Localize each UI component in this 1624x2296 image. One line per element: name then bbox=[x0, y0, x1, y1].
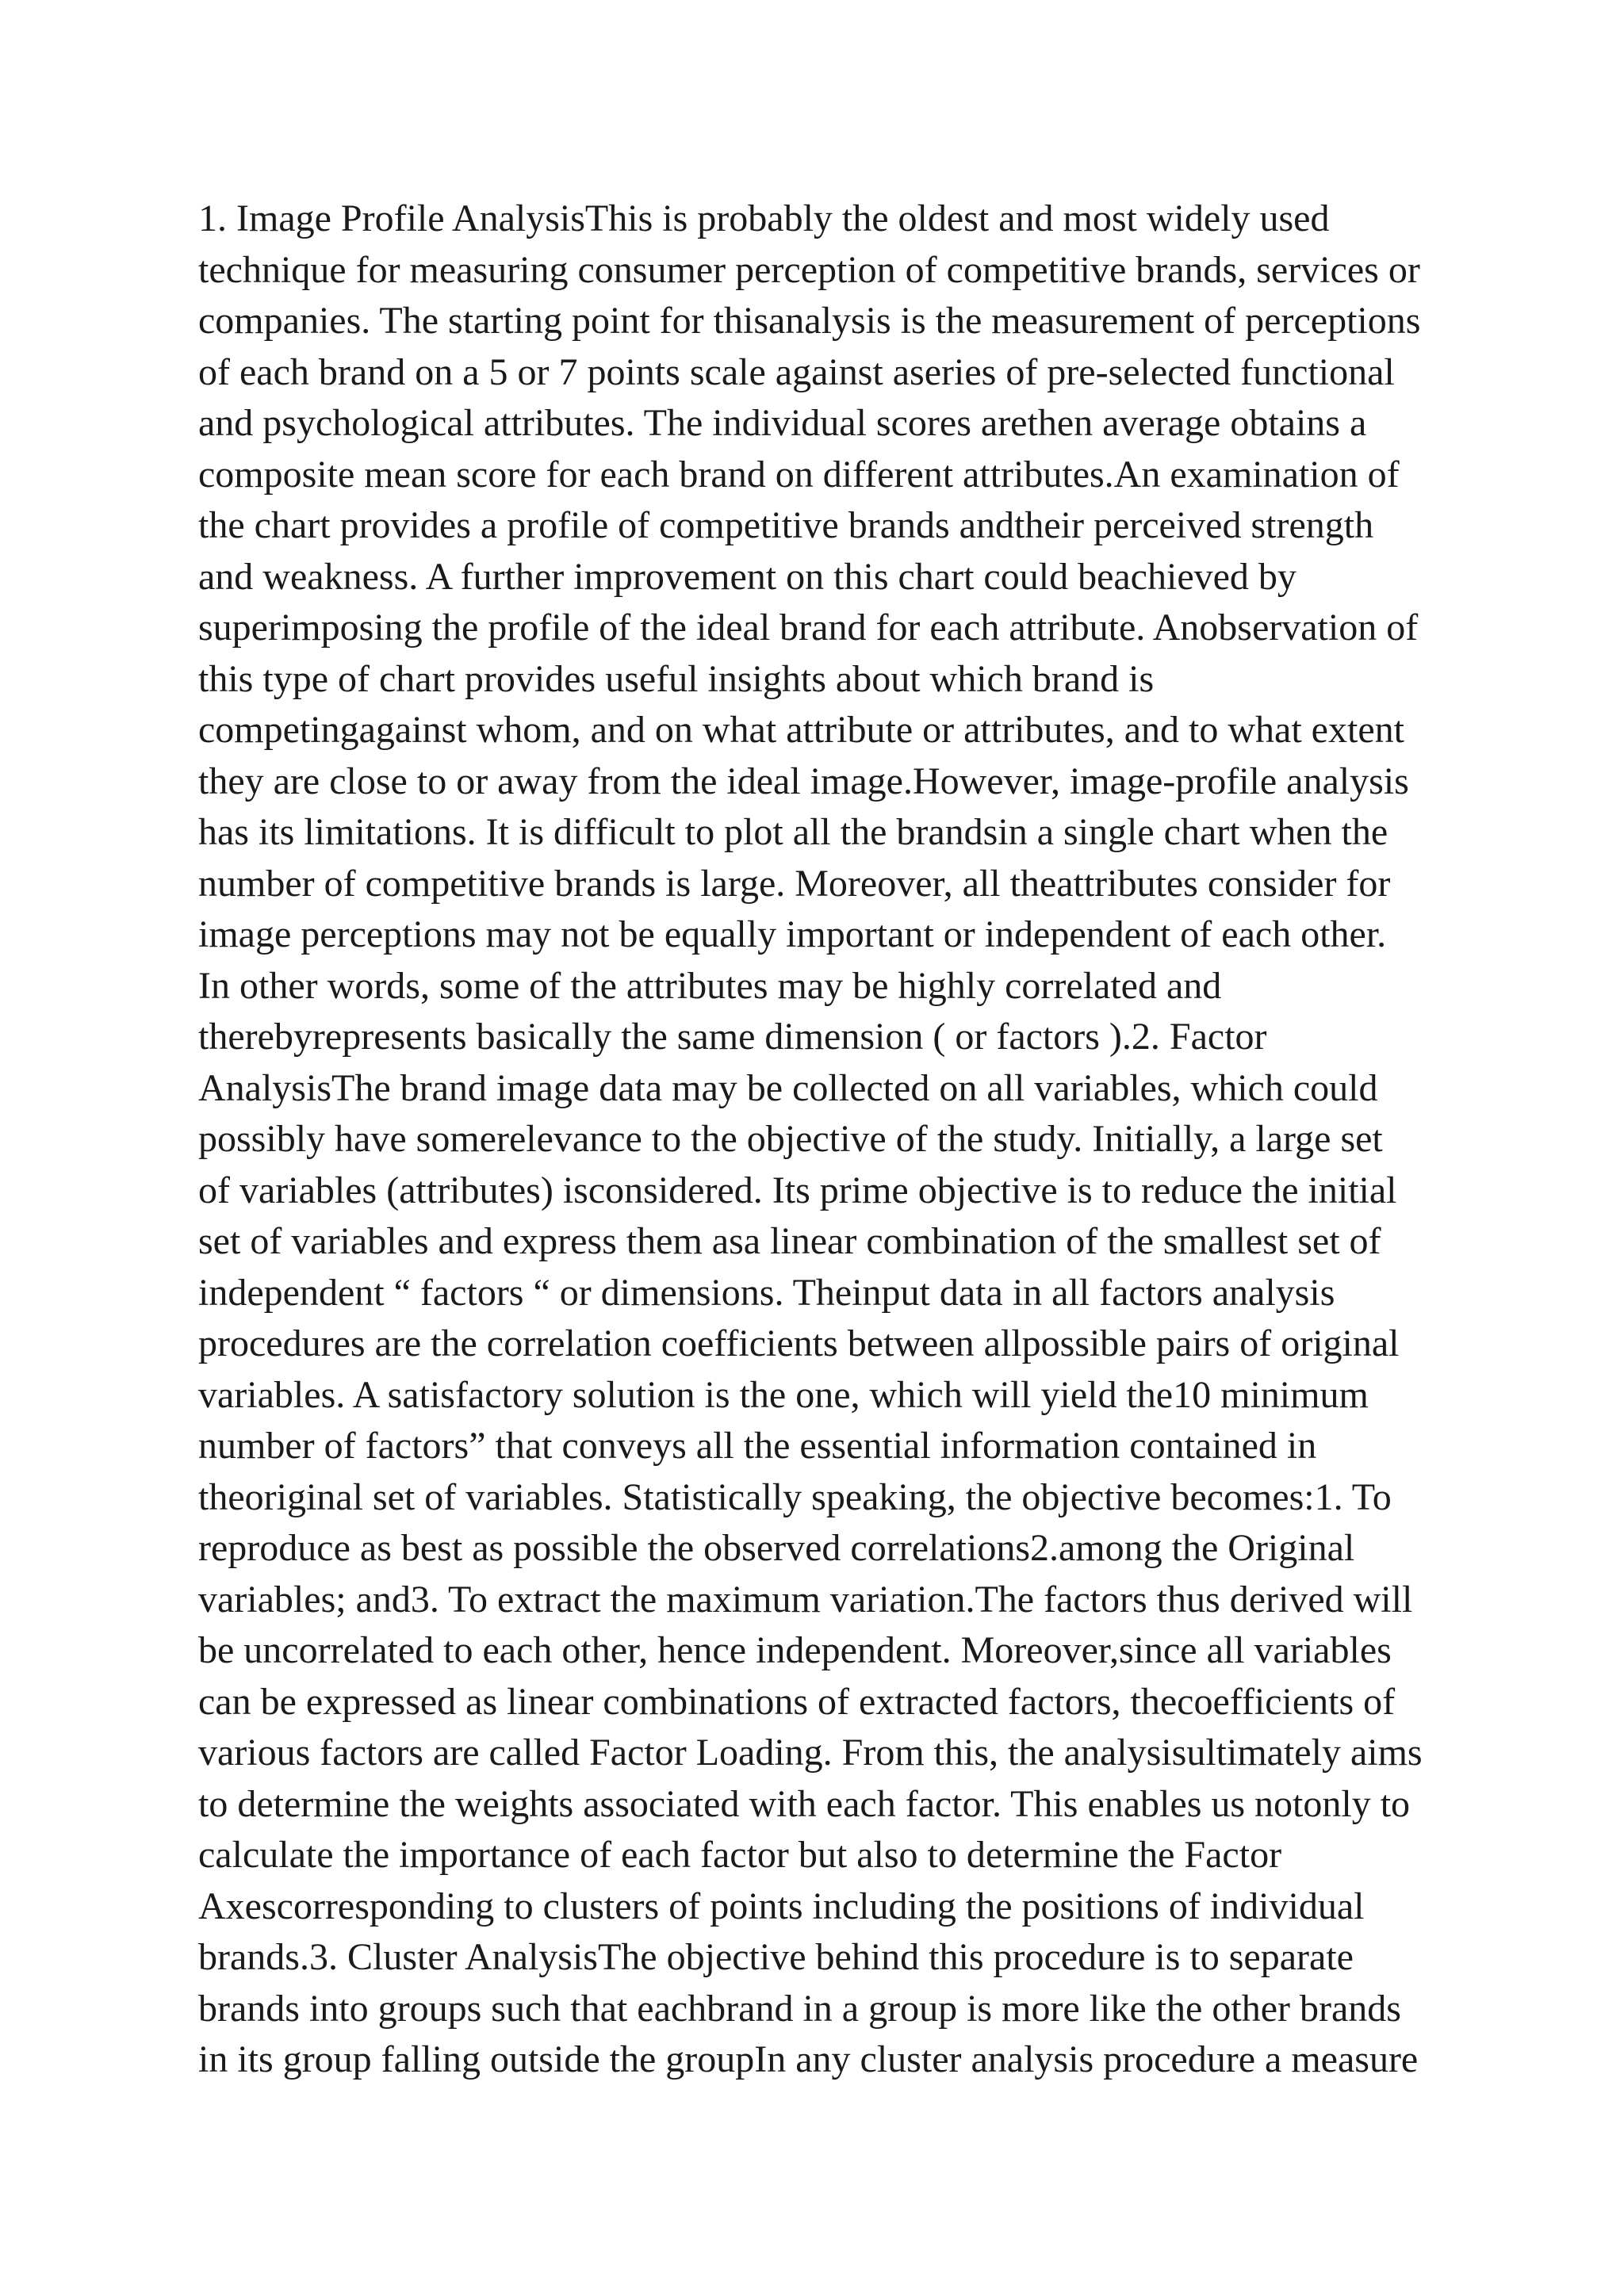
text-line: and psychological attributes. The individual scores arethen average obtains a bbox=[198, 402, 1367, 444]
text-line: they are close to or away from the ideal image.However, image-profile analysis bbox=[198, 760, 1409, 802]
text-line: therebyrepresents basically the same dimension ( or factors ).2. Factor bbox=[198, 1016, 1267, 1058]
text-line: AnalysisThe brand image data may be collected on all variables, which could bbox=[198, 1066, 1378, 1109]
text-line: competingagainst whom, and on what attribute or attributes, and to what extent bbox=[198, 709, 1404, 751]
text-line: of each brand on a 5 or 7 points scale against aseries of pre-selected functional bbox=[198, 350, 1395, 393]
text-line: of variables (attributes) isconsidered. Its prime objective is to reduce the initial bbox=[198, 1169, 1397, 1211]
text-line: procedures are the correlation coefficients between allpossible pairs of original bbox=[198, 1322, 1400, 1364]
text-line: technique for measuring consumer perception of competitive brands, services or bbox=[198, 248, 1420, 291]
text-line: variables; and3. To extract the maximum variation.The factors thus derived will bbox=[198, 1578, 1413, 1621]
text-line: and weakness. A further improvement on this chart could beachieved by bbox=[198, 555, 1297, 598]
text-line: number of competitive brands is large. Moreover, all theattributes consider for bbox=[198, 862, 1391, 905]
text-line: set of variables and express them asa linear combination of the smallest set of bbox=[198, 1220, 1381, 1262]
text-line: independent “ factors “ or dimensions. Theinput data in all factors analysis bbox=[198, 1271, 1335, 1314]
body-text bbox=[198, 193, 1443, 2086]
text-line: theoriginal set of variables. Statistically speaking, the objective becomes:1. To bbox=[198, 1475, 1392, 1518]
text-line: in its group falling outside the groupIn any cluster analysis procedure a measure bbox=[198, 2038, 1419, 2080]
text-line: composite mean score for each brand on different attributes.An examination of bbox=[198, 453, 1400, 496]
text-line: companies. The starting point for thisanalysis is the measurement of perceptions bbox=[198, 300, 1421, 342]
text-line: number of factors” that conveys all the essential information contained in bbox=[198, 1425, 1317, 1467]
text-line: various factors are called Factor Loading. From this, the analysisultimately aims bbox=[198, 1732, 1423, 1774]
text-line: image perceptions may not be equally important or independent of each other. bbox=[198, 913, 1387, 955]
text-line: brands.3. Cluster AnalysisThe objective behind this procedure is to separate bbox=[198, 1936, 1354, 1978]
text-line: possibly have somerelevance to the objective of the study. Initially, a large set bbox=[198, 1118, 1383, 1160]
text-line: calculate the importance of each factor but also to determine the Factor bbox=[198, 1834, 1282, 1876]
text-line: to determine the weights associated with each factor. This enables us notonly to bbox=[198, 1782, 1411, 1825]
text-line: brands into groups such that eachbrand in a group is more like the other brands bbox=[198, 1987, 1401, 2030]
text-line: this type of chart provides useful insights about which brand is bbox=[198, 657, 1155, 700]
text-line: 1. Image Profile AnalysisThis is probably the oldest and most widely used bbox=[198, 197, 1330, 239]
text-line: has its limitations. It is difficult to plot all the brandsin a single chart when the bbox=[198, 811, 1388, 853]
text-line: the chart provides a profile of competitive brands andtheir perceived strength bbox=[198, 504, 1374, 546]
text-line: can be expressed as linear combinations of extracted factors, thecoefficients of bbox=[198, 1680, 1396, 1723]
text-line: superimposing the profile of the ideal brand for each attribute. Anobservation of bbox=[198, 607, 1419, 649]
text-line: Axescorresponding to clusters of points including the positions of individual bbox=[198, 1885, 1365, 1927]
text-line: reproduce as best as possible the observed correlations2.among the Original bbox=[198, 1527, 1355, 1569]
text-line: In other words, some of the attributes may be highly correlated and bbox=[198, 964, 1222, 1007]
text-line: variables. A satisfactory solution is the one, which will yield the10 minimum bbox=[198, 1373, 1369, 1416]
text-line: be uncorrelated to each other, hence independent. Moreover,since all variables bbox=[198, 1629, 1392, 1671]
